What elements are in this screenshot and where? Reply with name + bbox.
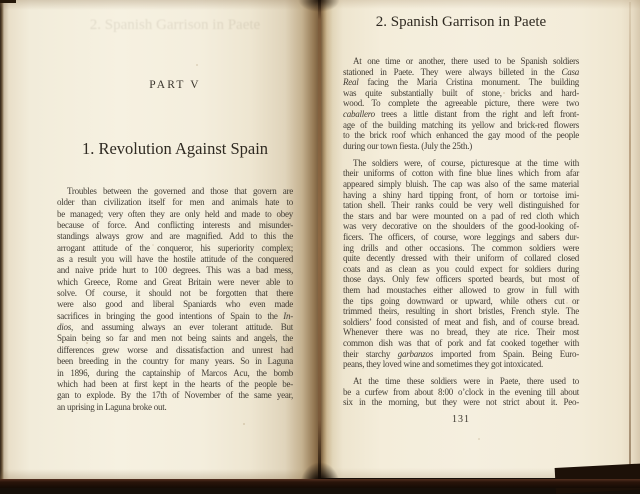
- right-page: [321, 0, 640, 478]
- text-line: appeared simply bluish. The cap was also of the same material: [343, 179, 579, 190]
- text-line: to the brick roof which enhanced the gay mood of the people: [343, 130, 579, 141]
- gutter-top-shadow: [296, 0, 342, 16]
- text-line: and naive pride hurt to 100 degrees. This was a bad mess,: [57, 265, 293, 276]
- text-line: been breeding in the country for many years. So in Laguna: [57, 356, 293, 367]
- text-line: the tips going downward or upward, while others cut or: [343, 295, 579, 306]
- text-line: was quite substantially built of stone, bricks and hard-: [343, 87, 579, 98]
- text-line: solve. Of course, it should not be forgotten that there: [57, 288, 293, 299]
- text-line: tation shell. Their ranks could be very well distinguished for: [343, 200, 579, 211]
- text-line: them had moustaches either allowed to grow in full with: [343, 284, 579, 295]
- text-line: Troubles between the governed and those that govern are: [67, 186, 293, 196]
- paragraph: [343, 158, 579, 370]
- desk-edge-bottom: [0, 479, 640, 488]
- right-page-text: [343, 56, 579, 408]
- paragraph: [343, 56, 579, 151]
- text-line: soldiers’ food consisted of meat and fish, and of course bread.: [343, 316, 579, 327]
- text-line: the stars and bar were mounted on a pad of red cloth which: [343, 210, 579, 221]
- left-page-text: [57, 186, 293, 413]
- text-line: because of force. And conflicting interests and misunder-: [57, 220, 293, 231]
- text-line: were also good and liberal Spaniards who even made: [57, 299, 293, 310]
- text-line: Real facing the Maria Cristina monument. The building: [343, 77, 579, 88]
- text-line: which Greece, Rome and Great Britain were never able to: [57, 276, 293, 287]
- book-gutter: [318, 0, 321, 479]
- text-line: At the time these soldiers were in Paete, there used to: [353, 376, 579, 387]
- text-line: an uprising in Laguna broke out.: [57, 401, 167, 412]
- paragraph: [57, 186, 293, 413]
- text-line: The soldiers were, of course, picturesque at the time with: [353, 157, 579, 168]
- page-number: 131: [452, 414, 470, 425]
- text-line: those days. Only few officers sported beards, but most of: [343, 274, 579, 285]
- text-line: differences grew worse and dissatisfaction and unrest had: [57, 344, 293, 355]
- text-line: which had been at first kept in the hearts of the people be-: [57, 378, 293, 389]
- text-line: common dish was that of pork and fat cooked together with: [343, 337, 579, 348]
- text-line: stationed in Paete. They were always billeted in the Casa: [343, 66, 579, 77]
- text-line: their uniforms of cotton with fine blue lines which from afar: [343, 168, 579, 179]
- text-line: quite decently dressed with their uniform of collared closed: [343, 253, 579, 264]
- text-line: in 1896, during the captainship of Marcos Acu, the bomb: [57, 367, 293, 378]
- showthrough-title: 2. Spanish Garrison in Paete: [89, 17, 261, 33]
- desk-corner-top-left: [0, 0, 16, 3]
- text-line: sacrifices in bringing the good intentions of Spain to the In-: [57, 310, 293, 321]
- text-line: caballero trees a little distant from the right and left front-: [343, 108, 579, 119]
- text-line: coats and as clean as you could expect for soldiers during: [343, 263, 579, 274]
- text-line: At one time or another, there used to be Spanish soldiers: [353, 56, 579, 66]
- text-line: ficers. The officers, of course, wore leggings and sabers dur-: [343, 232, 579, 242]
- text-line: be managed; very often they are only held and made to obey: [57, 208, 293, 219]
- text-line: Spain being so far and men not being saints and angels, the: [57, 333, 293, 344]
- right-chapter-title: 2. Spanish Garrison in Paete: [375, 14, 547, 30]
- text-line: be a curfew from about 8:00 o’clock in the evening till about: [343, 386, 579, 397]
- text-line: standings always grow and are magnified. Add to this the: [57, 231, 293, 242]
- paper-specks: [0, 0, 2, 2]
- text-line: trimmed theirs, resulting in short bristles, French style. The: [343, 306, 579, 317]
- text-line: during our town fiesta. (July the 25th.): [343, 140, 472, 151]
- left-chapter-title: 1. Revolution Against Spain: [81, 139, 269, 158]
- right-page-edge: [629, 2, 631, 472]
- text-line: having a shiny hard tipping front, of horn or tortoise imi-: [343, 189, 579, 200]
- paragraph: [343, 376, 579, 408]
- text-line: as a result you will have the hostile attitude of the conquered: [57, 254, 293, 265]
- text-line: gan to explode. By the 17th of November of the same year,: [57, 390, 293, 401]
- text-line: older than civilization itself for men and animals hate to: [57, 197, 293, 208]
- text-line: ing drills and other occasions. The common soldiers were: [343, 242, 579, 253]
- text-line: wood. To complete the agreeable picture, there were two: [343, 98, 579, 109]
- text-line: dios, and assuming always an ever tolerant attitude. But: [57, 322, 293, 333]
- text-line: six in the morning, but they were not strict about it. Peo-: [343, 397, 579, 408]
- text-line: peans, they loved wine and sometimes they got intoxicated.: [343, 359, 543, 370]
- text-line: their starchy garbanzos imported from Spain. Being Euro-: [343, 348, 580, 359]
- text-line: age of the building matching its yellow and brick-red flowers: [343, 119, 579, 130]
- left-page: [0, 0, 321, 479]
- text-line: Whenever there was no bread, they ate rice. Their most: [343, 327, 579, 338]
- text-line: arrogant attitude of the conqueror, his superiority complex;: [57, 242, 293, 253]
- text-line: was very decorative on the shoulders of the good-looking of-: [343, 221, 579, 232]
- part-label: PART V: [149, 79, 201, 91]
